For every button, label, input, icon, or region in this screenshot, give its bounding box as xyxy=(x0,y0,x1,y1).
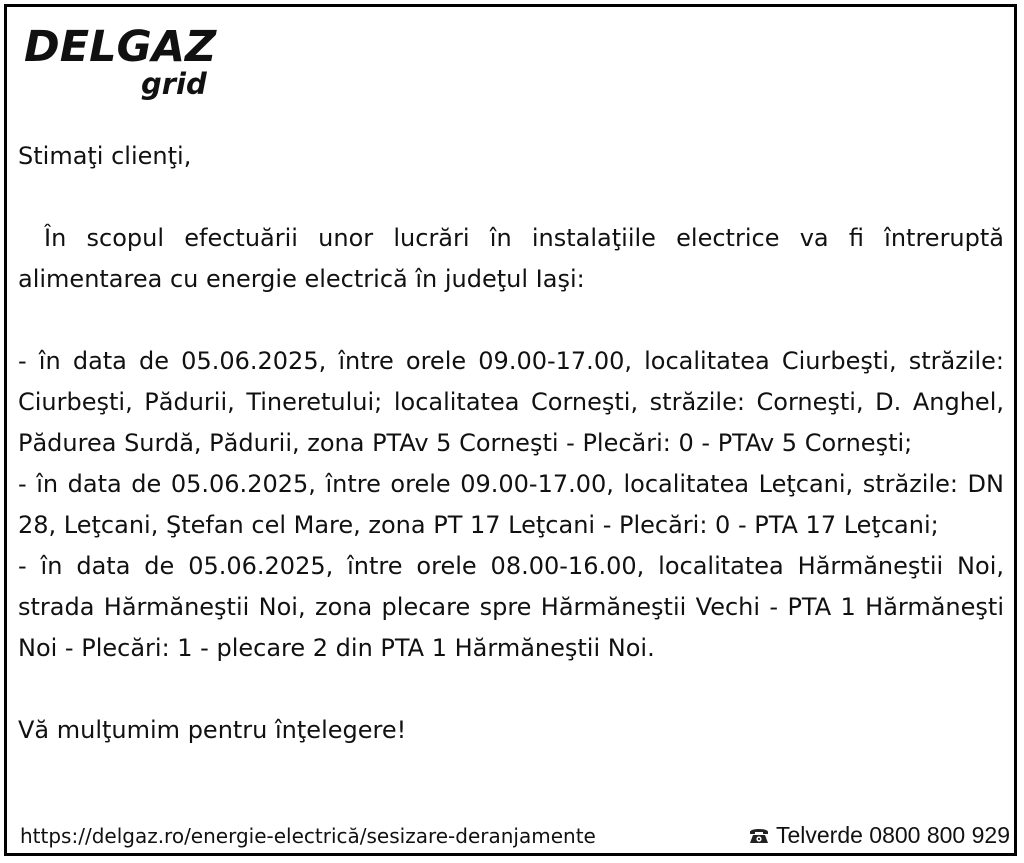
outage-item-3: - în data de 05.06.2025, între orele 08.00-16.00, localitatea Hărmăneştii Noi, strada Hărmăneştii Noi, zona plecare spre Hărmăneştii Vechi - PTA 1 Hărmăneşti Noi - Plecări: 1 - plecare 2 din PTA 1 Hărmăneştii Noi. xyxy=(18,552,1004,662)
telephone-icon xyxy=(748,825,770,845)
delgaz-grid-logo xyxy=(24,24,224,104)
footer-url[interactable]: https://delgaz.ro/energie-electrică/sesizare-deranjamente xyxy=(20,824,596,848)
logo-sub-text: grid xyxy=(141,67,207,101)
closing-line: Vă mulţumim pentru înţelegere! xyxy=(18,716,407,744)
footer-phone xyxy=(748,822,1010,848)
logo-main-text: DELGAZ xyxy=(24,22,217,72)
outage-item-1: - în data de 05.06.2025, între orele 09.00-17.00, localitatea Ciurbeşti, străzile: Ciurbeşti, Pădurii, Tineretului; localitatea Corneşti, străzile: Corneşti, D. Anghel, Pădurea Surdă, Pădurii, zona PTAv 5 Corneşti - Plecări: 0 - PTAv 5 Corneşti; xyxy=(18,347,1004,457)
outage-item-2: - în data de 05.06.2025, între orele 09.00-17.00, localitatea Leţcani, străzile: DN 28, Leţcani, Ştefan cel Mare, zona PT 17 Leţcani - Plecări: 0 - PTA 17 Leţcani; xyxy=(18,470,1004,539)
intro-paragraph: În scopul efectuării unor lucrări în instalaţiile electrice va fi întreruptă alimentarea cu energie electrică în judeţul Iaşi: xyxy=(18,224,1004,293)
greeting: Stimaţi clienţi, xyxy=(18,142,192,170)
notice-body xyxy=(18,136,1004,751)
phone-number: Telverde 0800 800 929 xyxy=(775,822,1010,848)
